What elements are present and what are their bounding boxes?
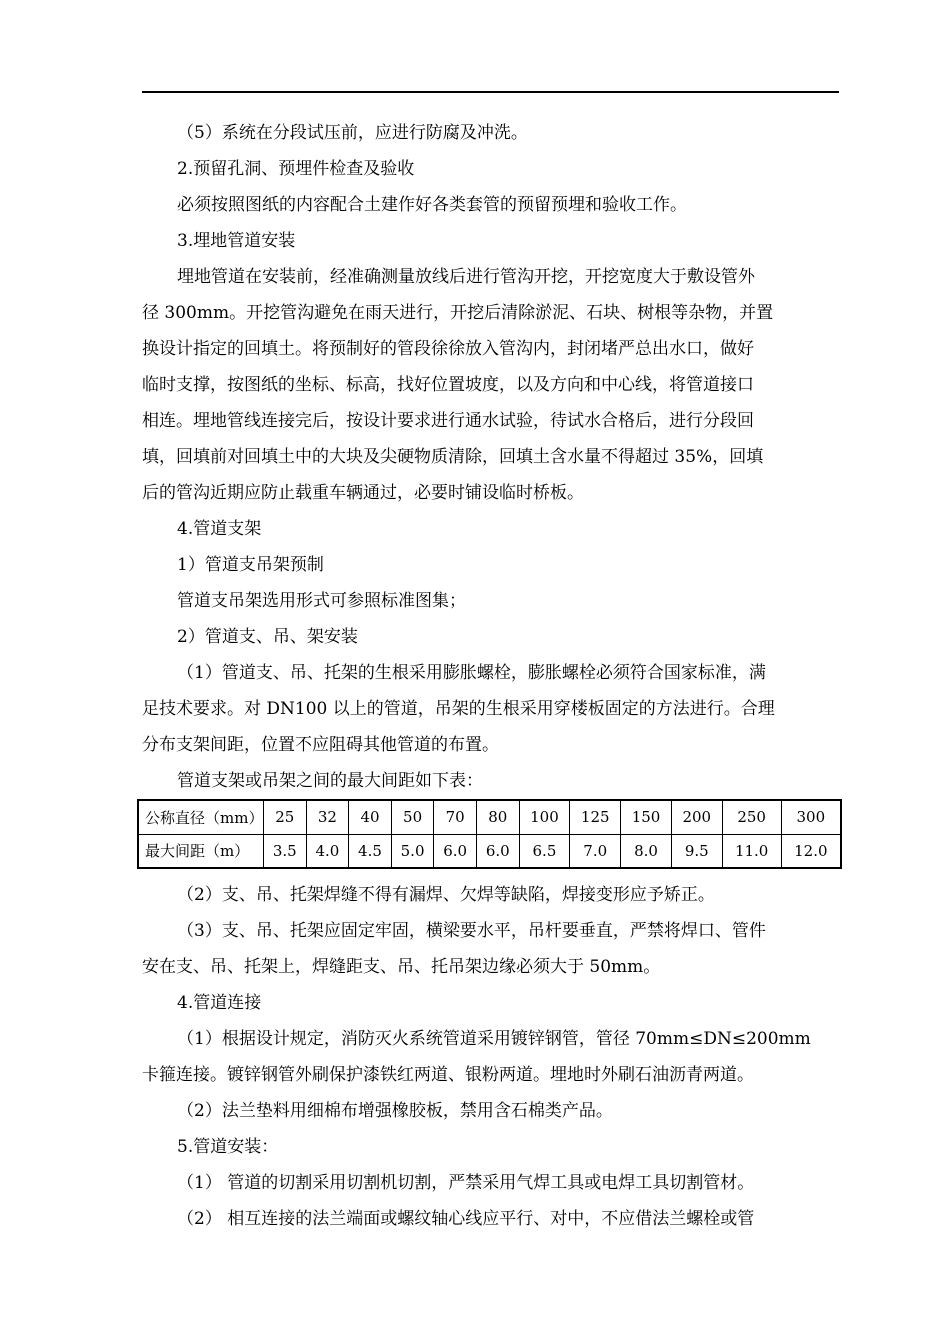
body-text-top: [142, 115, 840, 799]
paragraph-line: 填，回填前对回填土中的大块及尖硬物质清除，回填土含水量不得超过 35%，回填: [142, 447, 764, 467]
paragraph-line: （3）支、吊、托架应固定牢固，横梁要水平，吊杆要垂直，严禁将焊口、管件: [177, 921, 766, 941]
body-text-bottom: [142, 877, 840, 1237]
diameter-cell: 40: [349, 800, 392, 834]
paragraph-line: 埋地管道在安装前，经准确测量放线后进行管沟开挖，开挖宽度大于敷设管外: [177, 267, 755, 287]
paragraph-line: （1）管道支、吊、托架的生根采用膨胀螺栓，膨胀螺栓必须符合国家标准，满: [177, 663, 766, 683]
diameter-cell: 32: [306, 800, 349, 834]
paragraph-line: 必须按照图纸的内容配合土建作好各类套管的预留预埋和验收工作。: [177, 195, 687, 215]
row-label-spacing: 最大间距（m）: [138, 834, 264, 868]
paragraph-line: 管道支吊架选用形式可参照标准图集；: [177, 591, 466, 611]
paragraph-line: 足技术要求。对 DN100 以上的管道，吊架的生根采用穿楼板固定的方法进行。合理: [142, 699, 775, 719]
support-spacing-table: [137, 799, 842, 869]
diameter-cell: 250: [722, 800, 781, 834]
paragraph-line: （2） 相互连接的法兰端面或螺纹轴心线应平行、对中，不应借法兰螺栓或管: [177, 1209, 755, 1229]
header-rule: [142, 91, 839, 93]
paragraph-line: 径 300mm。开挖管沟避免在雨天进行，开挖后清除淤泥、石块、树根等杂物，并置: [142, 303, 774, 323]
spacing-cell: 3.5: [264, 834, 307, 868]
spacing-cell: 7.0: [570, 834, 621, 868]
spacing-cell: 5.0: [391, 834, 434, 868]
paragraph-line: 分布支架间距，位置不应阻碍其他管道的布置。: [142, 735, 499, 755]
spacing-cell: 4.0: [306, 834, 349, 868]
paragraph-line: 5.管道安装：: [177, 1137, 279, 1157]
paragraph-line: 4.管道支架: [177, 519, 262, 539]
diameter-cell: 150: [621, 800, 672, 834]
spacing-cell: 6.5: [519, 834, 570, 868]
spacing-cell: 9.5: [671, 834, 722, 868]
paragraph-line: 2）管道支、吊、架安装: [177, 627, 358, 647]
table-row-diameter: [138, 800, 841, 834]
paragraph-line: 临时支撑，按图纸的坐标、标高，找好位置坡度，以及方向和中心线，将管道接口: [142, 375, 754, 395]
spacing-cell: 6.0: [476, 834, 519, 868]
diameter-cell: 50: [391, 800, 434, 834]
paragraph-line: 安在支、吊、托架上，焊缝距支、吊、托吊架边缘必须大于 50mm。: [142, 957, 661, 977]
paragraph-line: 管道支架或吊架之间的最大间距如下表：: [177, 771, 483, 791]
paragraph-line: 后的管沟近期应防止载重车辆通过，必要时铺设临时桥板。: [142, 483, 584, 503]
table-row-spacing: [138, 834, 841, 868]
paragraph-line: （1）根据设计规定，消防灭火系统管道采用镀锌钢管，管径 70mm≤DN≤200mm: [177, 1029, 811, 1049]
spacing-cell: 11.0: [722, 834, 781, 868]
spacing-cell: 6.0: [434, 834, 477, 868]
paragraph-line: 换设计指定的回填土。将预制好的管段徐徐放入管沟内，封闭堵严总出水口，做好: [142, 339, 754, 359]
diameter-cell: 200: [671, 800, 722, 834]
diameter-cell: 25: [264, 800, 307, 834]
diameter-cell: 70: [434, 800, 477, 834]
spacing-cell: 4.5: [349, 834, 392, 868]
diameter-cell: 300: [781, 800, 841, 834]
diameter-cell: 80: [476, 800, 519, 834]
paragraph-line: （5）系统在分段试压前，应进行防腐及冲洗。: [177, 123, 528, 143]
paragraph-line: （2）法兰垫料用细棉布增强橡胶板，禁用含石棉类产品。: [177, 1101, 613, 1121]
paragraph-line: （2）支、吊、托架焊缝不得有漏焊、欠焊等缺陷，焊接变形应予矫正。: [177, 885, 715, 905]
diameter-cell: 125: [570, 800, 621, 834]
paragraph-line: （1） 管道的切割采用切割机切割，严禁采用气焊工具或电焊工具切割管材。: [177, 1173, 755, 1193]
diameter-cell: 100: [519, 800, 570, 834]
paragraph-line: 2.预留孔洞、预埋件检查及验收: [177, 159, 415, 179]
paragraph-line: 卡箍连接。镀锌钢管外刷保护漆铁红两道、银粉两道。埋地时外刷石油沥青两道。: [142, 1065, 754, 1085]
spacing-cell: 12.0: [781, 834, 841, 868]
paragraph-line: 1）管道支吊架预制: [177, 555, 324, 575]
paragraph-line: 3.埋地管道安装: [177, 231, 296, 251]
spacing-cell: 8.0: [621, 834, 672, 868]
paragraph-line: 4.管道连接: [177, 993, 262, 1013]
row-label-diameter: 公称直径（mm）: [138, 800, 264, 834]
paragraph-line: 相连。埋地管线连接完后，按设计要求进行通水试验，待试水合格后，进行分段回: [142, 411, 754, 431]
